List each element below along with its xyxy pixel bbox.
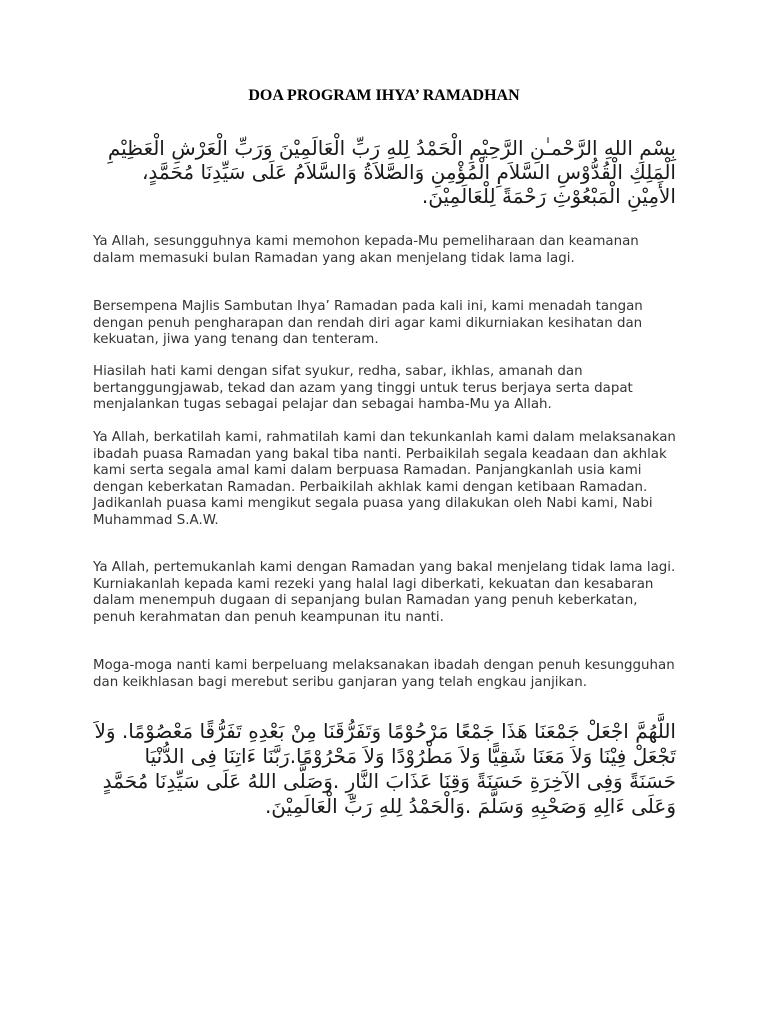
paragraph-2: Bersempena Majlis Sambutan Ihya’ Ramadan pada kali ini, kami menadah tangan dengan penuh pengharapan dan rendah diri agar kami dikurniakan kesihatan dan kekuatan, jiwa yang tenang dan tenteram. (93, 299, 643, 348)
arabic-closing-prayer: اللَّهُمَّ اجْعَلْ جَمْعَنَا هَذَا جَمْعًا مَرْحُوْمًا وَتَفَرُّقَنَا مِنْ بَعْدِهِ تَفَرُّقًا مَعْصُوْمًا. وَلاَ تَجْعَلْ فِيْنَا وَلاَ مَعَنَا شَقِيًّا وَلاَ مَطْرُوْدًا وَلاَ مَحْرُوْمًا.رَبَّنَا ءَاتِنَا فِى الدُّنْيَا حَسَنَةً وَفِى الآخِرَةِ حَسَنَةً وَقِنَا عَذَابَ النَّارِ .وَصَلَّى اللهُ عَلَى سَيِّدِنَا مُحَمَّدٍ وَعَلَى ءَالِهِ وَصَحْبِهِ وَسَلَّمَ .وَالْحَمْدُ لِلهِ رَبِّ الْعَالَمِيْنَ. (94, 719, 676, 818)
paragraph-3: Hiasilah hati kami dengan sifat syukur, redha, sabar, ikhlas, amanah dan bertanggungjawab, tekad dan azam yang tinggi untuk terus berjaya serta dapat menjalankan tugas sebagai pelajar dan sebagai hamba-Mu ya Allah. (93, 364, 633, 413)
paragraph-4: Ya Allah, berkatilah kami, rahmatilah kami dan tekunkanlah kami dalam melaksanakan ibadah puasa Ramadan yang bakal tiba nanti. Perbaikilah segala keadaan dan akhlak kami serta segala amal kami dalam berpuasa Ramadan. Panjangkanlah usia kami dengan keberkatan Ramadan. Perbaikilah akhlak kami dengan ketibaan Ramadan. Jadikanlah puasa kami mengikut segala puasa yang dilakukan oleh Nabi kami, Nabi Muhammad S.A.W. (93, 430, 676, 528)
paragraph-6: Moga-moga nanti kami berpeluang melaksanakan ibadah dengan penuh kesungguhan dan keikhlasan bagi merebut seribu ganjaran yang telah engkau janjikan. (93, 658, 675, 690)
paragraph-5: Ya Allah, pertemukanlah kami dengan Ramadan yang bakal menjelang tidak lama lagi. Kurniakanlah kepada kami rezeki yang halal lagi diberkati, kekuatan dan kesabaran dalam menempuh dugaan di sepanjang bulan Ramadan yang penuh keberkatan, penuh kerahmatan dan penuh keampunan itu nanti. (93, 560, 676, 625)
paragraph-1: Ya Allah, sesungguhnya kami memohon kepada-Mu pemeliharaan dan keamanan dalam memasuki bulan Ramadan yang akan menjelang tidak lama lagi. (93, 234, 639, 266)
document-title: DOA PROGRAM IHYA’ RAMADHAN (248, 87, 520, 104)
arabic-opening-prayer: بِسْمِ اللهِ الرَّحْمـٰنِ الرَّحِيْمِ الْحَمْدُ لِلهِ رَبِّ الْعَالَمِيْنَ وَرَبِّ الْعَرْشِ الْعَظِيْمِ الْمَلِكِ الْقُدُّوْسِ السَّلاَمِ الْمُؤْمِنِ وَالصَّلاَةُ وَالسَّلاَمُ عَلَى سَيِّدِنَا مُحَمَّدٍ، الأَمِيْنِ الْمَبْعُوْثِ رَحْمَةً لِلْعَالَمِيْنَ. (107, 136, 676, 208)
